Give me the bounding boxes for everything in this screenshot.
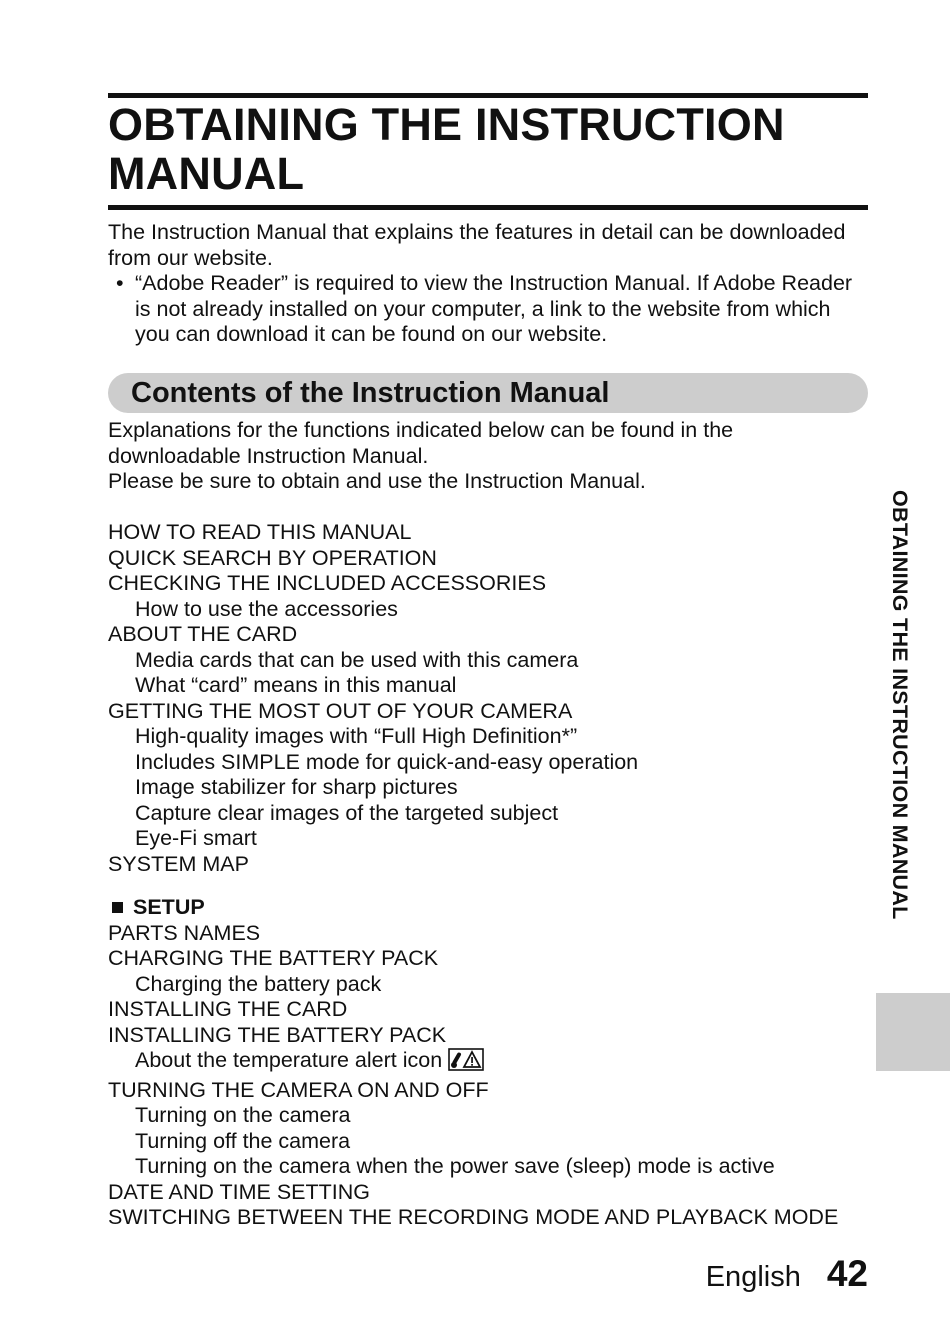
side-section-label: OBTAINING THE INSTRUCTION MANUAL: [888, 490, 912, 920]
contents-item: [108, 724, 878, 750]
contents-item-label: How to use the accessories: [135, 596, 398, 621]
contents-item: [108, 648, 878, 674]
contents-item: [108, 750, 878, 776]
intro-bullet-text: “Adobe Reader” is required to view the Instruction Manual. If Adobe Reader is not already installed on your computer, a link to the website from which you can download it can be found on our website.: [135, 271, 853, 346]
contents-item-label: About the temperature alert icon: [135, 1048, 443, 1072]
contents-item-label: QUICK SEARCH BY OPERATION: [108, 545, 437, 570]
contents-item: [108, 1023, 878, 1049]
spacer: [108, 495, 878, 521]
section-text-line: downloadable Instruction Manual.: [108, 443, 429, 468]
contents-item-label: INSTALLING THE BATTERY PACK: [108, 1022, 447, 1047]
contents-item: [108, 622, 878, 648]
contents-item: [108, 946, 878, 972]
contents-item: [108, 1078, 878, 1104]
contents-item: [108, 826, 878, 852]
contents-item: [108, 597, 878, 623]
contents-item-label: Charging the battery pack: [135, 971, 382, 996]
contents-item-label: PARTS NAMES: [108, 920, 261, 945]
contents-item: [108, 1129, 878, 1155]
contents-item-label: GETTING THE MOST OUT OF YOUR CAMERA: [108, 698, 573, 723]
page-number: 42: [826, 1253, 868, 1294]
contents-item-label: Turning off the camera: [135, 1128, 351, 1153]
contents-item-label: Media cards that can be used with this camera: [135, 647, 579, 672]
contents-item-label: SYSTEM MAP: [108, 851, 249, 876]
temperature-alert-icon: [448, 1048, 484, 1078]
contents-item: [108, 775, 878, 801]
intro-bullet: [108, 271, 868, 348]
bullet-icon: •: [116, 271, 124, 295]
section-text-line: Explanations for the functions indicated below can be found in the: [108, 418, 734, 442]
contents-item-label: CHARGING THE BATTERY PACK: [108, 946, 439, 970]
contents-item: [108, 972, 878, 998]
contents-item-label: ABOUT THE CARD: [108, 622, 298, 646]
contents-item: [108, 852, 878, 878]
contents-item: [108, 1154, 878, 1180]
contents-item-label: High-quality images with “Full High Definition*”: [135, 724, 578, 748]
contents-item: [108, 1103, 878, 1129]
contents-item-label: Eye-Fi smart: [135, 826, 257, 850]
square-bullet-icon: [112, 902, 123, 913]
contents-item-label: Turning on the camera when the power save (sleep) mode is active: [135, 1154, 775, 1178]
spacer: [108, 877, 878, 895]
contents-item: [108, 520, 878, 546]
contents-item-label: HOW TO READ THIS MANUAL: [108, 520, 412, 544]
contents-item: [108, 801, 878, 827]
contents-item-label: Turning on the camera: [135, 1103, 351, 1127]
section-text-line: Please be sure to obtain and use the Instruction Manual.: [108, 469, 646, 493]
section-header-bar: [108, 373, 868, 413]
contents-item-label: TURNING THE CAMERA ON AND OFF: [108, 1077, 489, 1102]
contents-item-label: Capture clear images of the targeted subject: [135, 800, 559, 825]
contents-item-label: CHECKING THE INCLUDED ACCESSORIES: [108, 571, 547, 595]
page-footer: [706, 1253, 868, 1295]
contents-item: [108, 546, 878, 572]
contents-item: [108, 673, 878, 699]
contents-item-label: Includes SIMPLE mode for quick-and-easy operation: [135, 749, 639, 774]
contents-item: [108, 571, 878, 597]
side-tab-marker: [876, 993, 950, 1071]
setup-heading-label: SETUP: [133, 895, 205, 919]
contents-item-label: What “card” means in this manual: [135, 673, 457, 697]
contents-item: [108, 1048, 878, 1078]
section-title: Contents of the Instruction Manual: [131, 377, 610, 409]
contents-item-label: Image stabilizer for sharp pictures: [135, 775, 458, 799]
contents-item-label: INSTALLING THE CARD: [108, 997, 348, 1021]
contents-item: [108, 1180, 878, 1206]
title-top-rule: [108, 93, 868, 98]
contents-item-label: SWITCHING BETWEEN THE RECORDING MODE AND PLAYBACK MODE: [108, 1205, 839, 1229]
contents-item: [108, 921, 878, 947]
contents-item: [108, 699, 878, 725]
contents-item-label: DATE AND TIME SETTING: [108, 1179, 371, 1204]
contents-item: [108, 1205, 878, 1231]
contents-list: [108, 520, 878, 877]
contents-item: [108, 997, 878, 1023]
setup-list: [108, 921, 878, 1231]
title-bottom-rule: [108, 205, 868, 210]
setup-heading: [108, 895, 878, 921]
intro-block: [108, 220, 868, 348]
footer-language: English: [705, 1261, 801, 1293]
page-title: OBTAINING THE INSTRUCTION MANUAL: [108, 99, 785, 199]
contents-body: [108, 418, 878, 1231]
intro-text: The Instruction Manual that explains the features in detail can be downloaded from our website.: [108, 220, 846, 270]
